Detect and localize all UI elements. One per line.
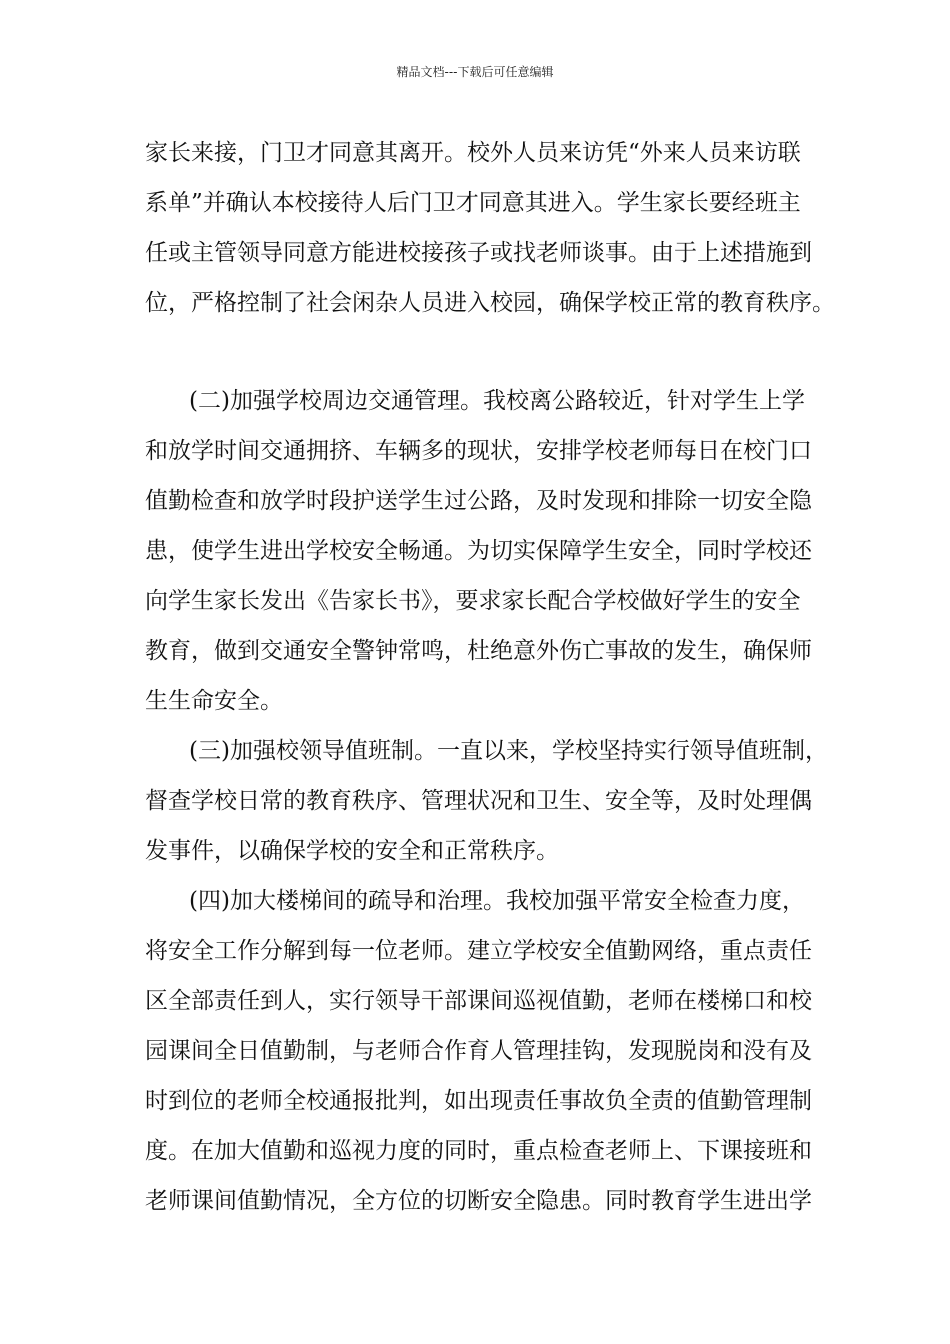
text-line: 教育，做到交通安全警钟常鸣，杜绝意外伤亡事故的发生，确保师 [145, 638, 812, 664]
text-line: 督查学校日常的教育秩序、管理状况和卫生、安全等，及时处理偶 [145, 788, 812, 814]
paragraph-1 [145, 128, 835, 328]
text-line: 值勤检查和放学时段护送学生过公路，及时发现和排除一切安全隐 [145, 488, 812, 514]
text-line: 生生命安全。 [145, 688, 283, 714]
text-line: 度。在加大值勤和巡视力度的同时，重点检查老师上、下课接班和 [145, 1138, 812, 1164]
text-line: 将安全工作分解到每一位老师。建立学校安全值勤网络，重点责任 [145, 938, 812, 964]
text-line: 区全部责任到人，实行领导干部课间巡视值勤，老师在楼梯口和校 [145, 988, 812, 1014]
text-line: 向学生家长发出《告家长书》，要求家长配合学校做好学生的安全 [145, 588, 801, 614]
text-line: 发事件，以确保学校的安全和正常秩序。 [145, 838, 559, 864]
text-line: 时到位的老师全校通报批判，如出现责任事故负全责的值勤管理制 [145, 1088, 812, 1114]
text-line: 和放学时间交通拥挤、车辆多的现状，安排学校老师每日在校门口 [145, 438, 812, 464]
text-line: (四)加大楼梯间的疏导和治理。我校加强平常安全检查力度， [189, 888, 805, 914]
document-body [145, 128, 835, 1226]
text-line: 患，使学生进出学校安全畅通。为切实保障学生安全，同时学校还 [145, 538, 812, 564]
text-line: 老师课间值勤情况，全方位的切断安全隐患。同时教育学生进出学 [145, 1188, 812, 1214]
text-line: 家长来接，门卫才同意其离开。校外人员来访凭“外来人员来访联 [145, 140, 801, 166]
text-line: 园课间全日值勤制，与老师合作育人管理挂钩，发现脱岗和没有及 [145, 1038, 812, 1064]
text-line: 位，严格控制了社会闲杂人员进入校园，确保学校正常的教育秩序。 [145, 290, 835, 316]
text-line: 系单”并确认本校接待人后门卫才同意其进入。学生家长要经班主 [145, 190, 801, 216]
paragraph-4 [145, 876, 815, 1226]
paragraph-2 [145, 376, 815, 726]
paragraph-3 [145, 726, 828, 876]
paragraph-gap [145, 328, 815, 376]
text-line: (三)加强校领导值班制。一直以来，学校坚持实行领导值班制， [189, 738, 828, 764]
text-line: (二)加强学校周边交通管理。我校离公路较近，针对学生上学 [189, 388, 805, 414]
text-line: 任或主管领导同意方能进校接孩子或找老师谈事。由于上述措施到 [145, 240, 812, 266]
page-header: 精品文档---下载后可任意编辑 [396, 65, 554, 79]
